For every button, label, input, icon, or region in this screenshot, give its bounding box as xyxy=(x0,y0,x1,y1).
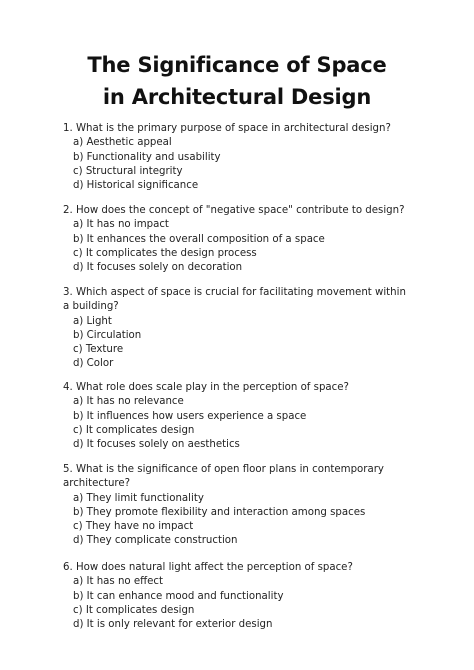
question-1-text: 1. What is the primary purpose of space in architectural design? xyxy=(63,123,391,134)
question-1-option-c: c) Structural integrity xyxy=(73,165,183,177)
question-2-option-a: a) It has no impact xyxy=(73,219,169,231)
question-6-option-c: c) It complicates design xyxy=(73,604,195,616)
question-2-option-d: d) It focuses solely on decoration xyxy=(73,262,243,274)
question-6-option-d: d) It is only relevant for exterior design xyxy=(73,619,273,631)
question-1-option-b: b) Functionality and usability xyxy=(73,151,221,163)
question-4-option-d: d) It focuses solely on aesthetics xyxy=(73,439,240,451)
question-3 xyxy=(63,286,408,372)
question-5-option-a: a) They limit functionality xyxy=(73,492,204,504)
question-1 xyxy=(63,122,408,193)
question-6-option-a: a) It has no effect xyxy=(73,576,164,588)
question-3-option-b: b) Circulation xyxy=(73,329,142,341)
question-1-option-a: a) Aesthetic appeal xyxy=(73,137,172,149)
question-3-option-d: d) Color xyxy=(73,358,114,370)
question-6 xyxy=(63,561,408,632)
question-5-option-c: c) They have no impact xyxy=(73,521,194,533)
question-2-option-b: b) It enhances the overall composition of a space xyxy=(73,233,325,245)
question-3-text: 3. Which aspect of space is crucial for facilitating movement within a building? xyxy=(63,287,406,313)
question-3-option-c: c) Texture xyxy=(73,344,124,356)
question-4-option-c: c) It complicates design xyxy=(73,424,195,436)
question-3-option-a: a) Light xyxy=(73,315,112,327)
question-5-text: 5. What is the significance of open floor plans in contemporary architecture? xyxy=(63,464,384,490)
title-line-1: The Significance of Space xyxy=(87,53,387,77)
question-2-option-c: c) It complicates the design process xyxy=(73,247,257,259)
question-4 xyxy=(63,381,408,452)
question-1-option-d: d) Historical significance xyxy=(73,180,199,192)
question-4-text: 4. What role does scale play in the perception of space? xyxy=(63,382,349,393)
question-2 xyxy=(63,204,408,275)
question-2-text: 2. How does the concept of "negative space" contribute to design? xyxy=(63,205,405,216)
question-6-text: 6. How does natural light affect the perception of space? xyxy=(63,562,353,573)
title-line-2: in Architectural Design xyxy=(102,85,372,109)
question-4-option-a: a) It has no relevance xyxy=(73,396,184,408)
question-6-option-b: b) It can enhance mood and functionality xyxy=(73,590,284,602)
question-5-option-d: d) They complicate construction xyxy=(73,535,238,547)
question-4-option-b: b) It influences how users experience a space xyxy=(73,410,307,422)
page-title xyxy=(0,49,474,113)
question-5 xyxy=(63,463,408,549)
question-5-option-b: b) They promote flexibility and interaction among spaces xyxy=(73,506,366,518)
